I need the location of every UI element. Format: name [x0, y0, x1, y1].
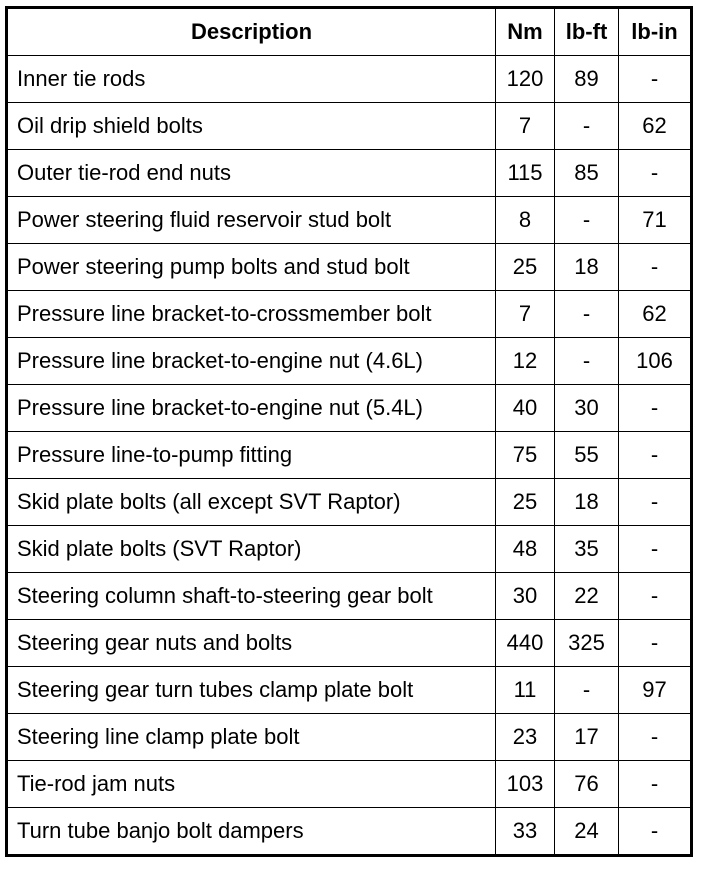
- cell-lb-in: 62: [619, 103, 692, 150]
- cell-description: Pressure line bracket-to-crossmember bolt: [7, 291, 496, 338]
- table-row: [7, 197, 692, 244]
- cell-lb-ft: 89: [555, 56, 619, 103]
- cell-lb-ft: 22: [555, 573, 619, 620]
- header-row: [7, 8, 692, 56]
- cell-lb-in: -: [619, 56, 692, 103]
- cell-lb-in: -: [619, 573, 692, 620]
- cell-description: Steering line clamp plate bolt: [7, 714, 496, 761]
- cell-nm: 11: [496, 667, 555, 714]
- table-row: [7, 573, 692, 620]
- table-row: [7, 244, 692, 291]
- cell-lb-ft: 18: [555, 479, 619, 526]
- table-header: [7, 8, 692, 56]
- cell-lb-ft: 18: [555, 244, 619, 291]
- table-body: [7, 56, 692, 856]
- cell-nm: 30: [496, 573, 555, 620]
- cell-nm: 440: [496, 620, 555, 667]
- table-row: [7, 808, 692, 856]
- cell-lb-in: 62: [619, 291, 692, 338]
- cell-description: Pressure line-to-pump fitting: [7, 432, 496, 479]
- cell-description: Skid plate bolts (all except SVT Raptor): [7, 479, 496, 526]
- cell-lb-in: -: [619, 620, 692, 667]
- cell-lb-ft: -: [555, 197, 619, 244]
- cell-description: Turn tube banjo bolt dampers: [7, 808, 496, 856]
- cell-description: Tie-rod jam nuts: [7, 761, 496, 808]
- cell-lb-in: -: [619, 808, 692, 856]
- cell-lb-in: -: [619, 385, 692, 432]
- cell-nm: 48: [496, 526, 555, 573]
- cell-lb-ft: -: [555, 338, 619, 385]
- cell-description: Steering gear nuts and bolts: [7, 620, 496, 667]
- cell-description: Steering gear turn tubes clamp plate bolt: [7, 667, 496, 714]
- table-row: [7, 761, 692, 808]
- header-lb-in: lb-in: [619, 8, 692, 56]
- cell-lb-in: -: [619, 432, 692, 479]
- cell-nm: 115: [496, 150, 555, 197]
- table-row: [7, 56, 692, 103]
- torque-spec-table-container: [5, 6, 693, 857]
- cell-lb-in: 106: [619, 338, 692, 385]
- cell-description: Skid plate bolts (SVT Raptor): [7, 526, 496, 573]
- cell-lb-ft: -: [555, 103, 619, 150]
- cell-lb-ft: 35: [555, 526, 619, 573]
- cell-description: Pressure line bracket-to-engine nut (5.4L): [7, 385, 496, 432]
- cell-nm: 33: [496, 808, 555, 856]
- cell-nm: 40: [496, 385, 555, 432]
- table-row: [7, 385, 692, 432]
- cell-nm: 25: [496, 244, 555, 291]
- cell-description: Oil drip shield bolts: [7, 103, 496, 150]
- cell-nm: 103: [496, 761, 555, 808]
- cell-description: Inner tie rods: [7, 56, 496, 103]
- table-row: [7, 150, 692, 197]
- table-row: [7, 620, 692, 667]
- cell-description: Pressure line bracket-to-engine nut (4.6L): [7, 338, 496, 385]
- cell-nm: 12: [496, 338, 555, 385]
- header-description: Description: [7, 8, 496, 56]
- cell-lb-ft: 325: [555, 620, 619, 667]
- cell-nm: 23: [496, 714, 555, 761]
- cell-lb-in: -: [619, 479, 692, 526]
- table-row: [7, 667, 692, 714]
- cell-lb-ft: -: [555, 667, 619, 714]
- table-row: [7, 714, 692, 761]
- cell-nm: 8: [496, 197, 555, 244]
- cell-nm: 7: [496, 103, 555, 150]
- table-row: [7, 291, 692, 338]
- table-row: [7, 432, 692, 479]
- cell-nm: 120: [496, 56, 555, 103]
- cell-lb-ft: -: [555, 291, 619, 338]
- cell-lb-ft: 17: [555, 714, 619, 761]
- cell-nm: 7: [496, 291, 555, 338]
- cell-lb-ft: 55: [555, 432, 619, 479]
- cell-nm: 25: [496, 479, 555, 526]
- cell-lb-in: 97: [619, 667, 692, 714]
- table-row: [7, 338, 692, 385]
- cell-lb-ft: 76: [555, 761, 619, 808]
- cell-lb-in: -: [619, 150, 692, 197]
- cell-lb-ft: 30: [555, 385, 619, 432]
- table-row: [7, 479, 692, 526]
- cell-lb-in: -: [619, 714, 692, 761]
- cell-description: Power steering pump bolts and stud bolt: [7, 244, 496, 291]
- cell-lb-ft: 85: [555, 150, 619, 197]
- header-lb-ft: lb-ft: [555, 8, 619, 56]
- table-row: [7, 526, 692, 573]
- cell-lb-in: -: [619, 761, 692, 808]
- cell-lb-in: -: [619, 526, 692, 573]
- cell-description: Steering column shaft-to-steering gear bolt: [7, 573, 496, 620]
- cell-nm: 75: [496, 432, 555, 479]
- cell-lb-in: -: [619, 244, 692, 291]
- cell-lb-in: 71: [619, 197, 692, 244]
- cell-description: Outer tie-rod end nuts: [7, 150, 496, 197]
- header-nm: Nm: [496, 8, 555, 56]
- torque-spec-table: [5, 6, 693, 857]
- cell-description: Power steering fluid reservoir stud bolt: [7, 197, 496, 244]
- cell-lb-ft: 24: [555, 808, 619, 856]
- table-row: [7, 103, 692, 150]
